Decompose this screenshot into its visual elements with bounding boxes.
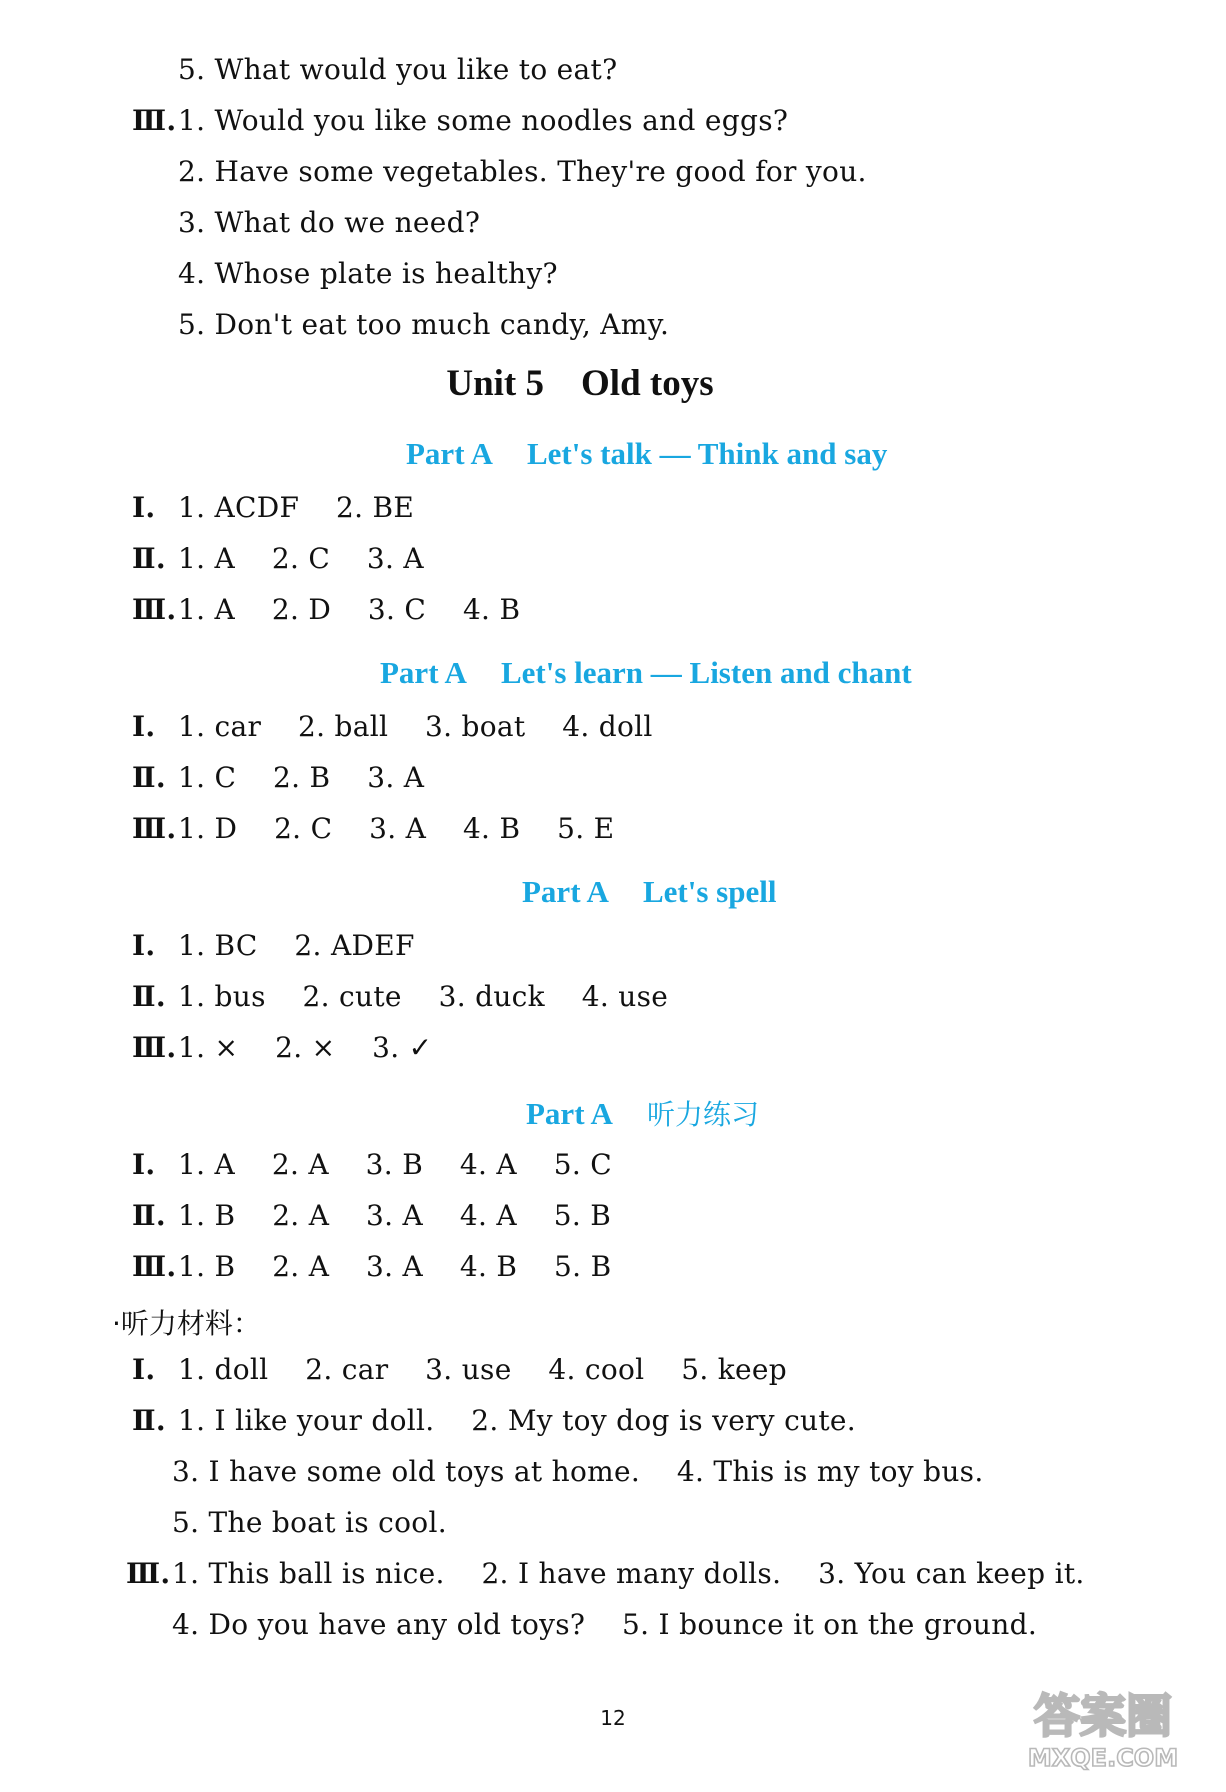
- answer-row: Ⅰ. 1. ACDF 2. BE: [132, 491, 415, 524]
- section-title: Part A 听力练习: [526, 1096, 759, 1131]
- roman-numeral: Ⅲ.: [132, 104, 177, 137]
- section-title: Part A Let's spell: [522, 874, 777, 909]
- answer-line: 3. What do we need?: [178, 206, 481, 239]
- answer-row: Ⅲ.1. × 2. × 3. ✓: [132, 1031, 433, 1064]
- answer-row: Ⅰ. 1. BC 2. ADEF: [132, 929, 415, 962]
- listening-heading: ·听力材料：: [112, 1307, 261, 1340]
- page-number: 12: [600, 1706, 626, 1730]
- answer-line: 4. Do you have any old toys? 5. I bounce it on the ground.: [172, 1608, 1038, 1641]
- watermark-sub: MXQE.COM: [1027, 1744, 1179, 1772]
- answer-row: Ⅲ.1. This ball is nice. 2. I have many dolls. 3. You can keep it.: [126, 1557, 1085, 1590]
- unit-title: Unit 5 Old toys: [446, 363, 714, 404]
- answer-row: Ⅰ. 1. doll 2. car 3. use 4. cool 5. keep: [132, 1353, 787, 1386]
- answer-row: Ⅱ. 1. C 2. B 3. A: [132, 761, 425, 794]
- answer-line: 5. The boat is cool.: [172, 1506, 447, 1539]
- section-title: Part A Let's talk — Think and say: [406, 436, 888, 471]
- watermark-text: 答案圈: [1034, 1689, 1172, 1743]
- answer-line: 2. Have some vegetables. They're good for you.: [178, 155, 867, 188]
- answer-row: Ⅰ. 1. A 2. A 3. B 4. A 5. C: [132, 1148, 612, 1181]
- answer-line: 5. Don't eat too much candy, Amy.: [178, 308, 670, 341]
- answer-row: Ⅱ. 1. B 2. A 3. A 4. A 5. B: [132, 1199, 612, 1232]
- answer-line: 4. Whose plate is healthy?: [178, 257, 558, 290]
- section-title: Part A Let's learn — Listen and chant: [380, 655, 912, 690]
- answer-row: Ⅲ.1. D 2. C 3. A 4. B 5. E: [132, 812, 615, 845]
- answer-row: Ⅱ. 1. bus 2. cute 3. duck 4. use: [132, 980, 669, 1013]
- answer-line: 3. I have some old toys at home. 4. This is my toy bus.: [172, 1455, 984, 1488]
- answer-line: Ⅲ.1. Would you like some noodles and eggs?: [132, 104, 789, 137]
- answer-row: Ⅱ. 1. I like your doll. 2. My toy dog is very cute.: [132, 1404, 857, 1437]
- watermark-logo: [998, 1680, 1208, 1772]
- answer-row: Ⅱ. 1. A 2. C 3. A: [132, 542, 424, 575]
- answer-row: Ⅰ. 1. car 2. ball 3. boat 4. doll: [132, 710, 653, 743]
- answer-row: Ⅲ.1. A 2. D 3. C 4. B: [132, 593, 521, 626]
- answer-line: 5. What would you like to eat?: [178, 53, 618, 86]
- answer-row: Ⅲ.1. B 2. A 3. A 4. B 5. B: [132, 1250, 612, 1283]
